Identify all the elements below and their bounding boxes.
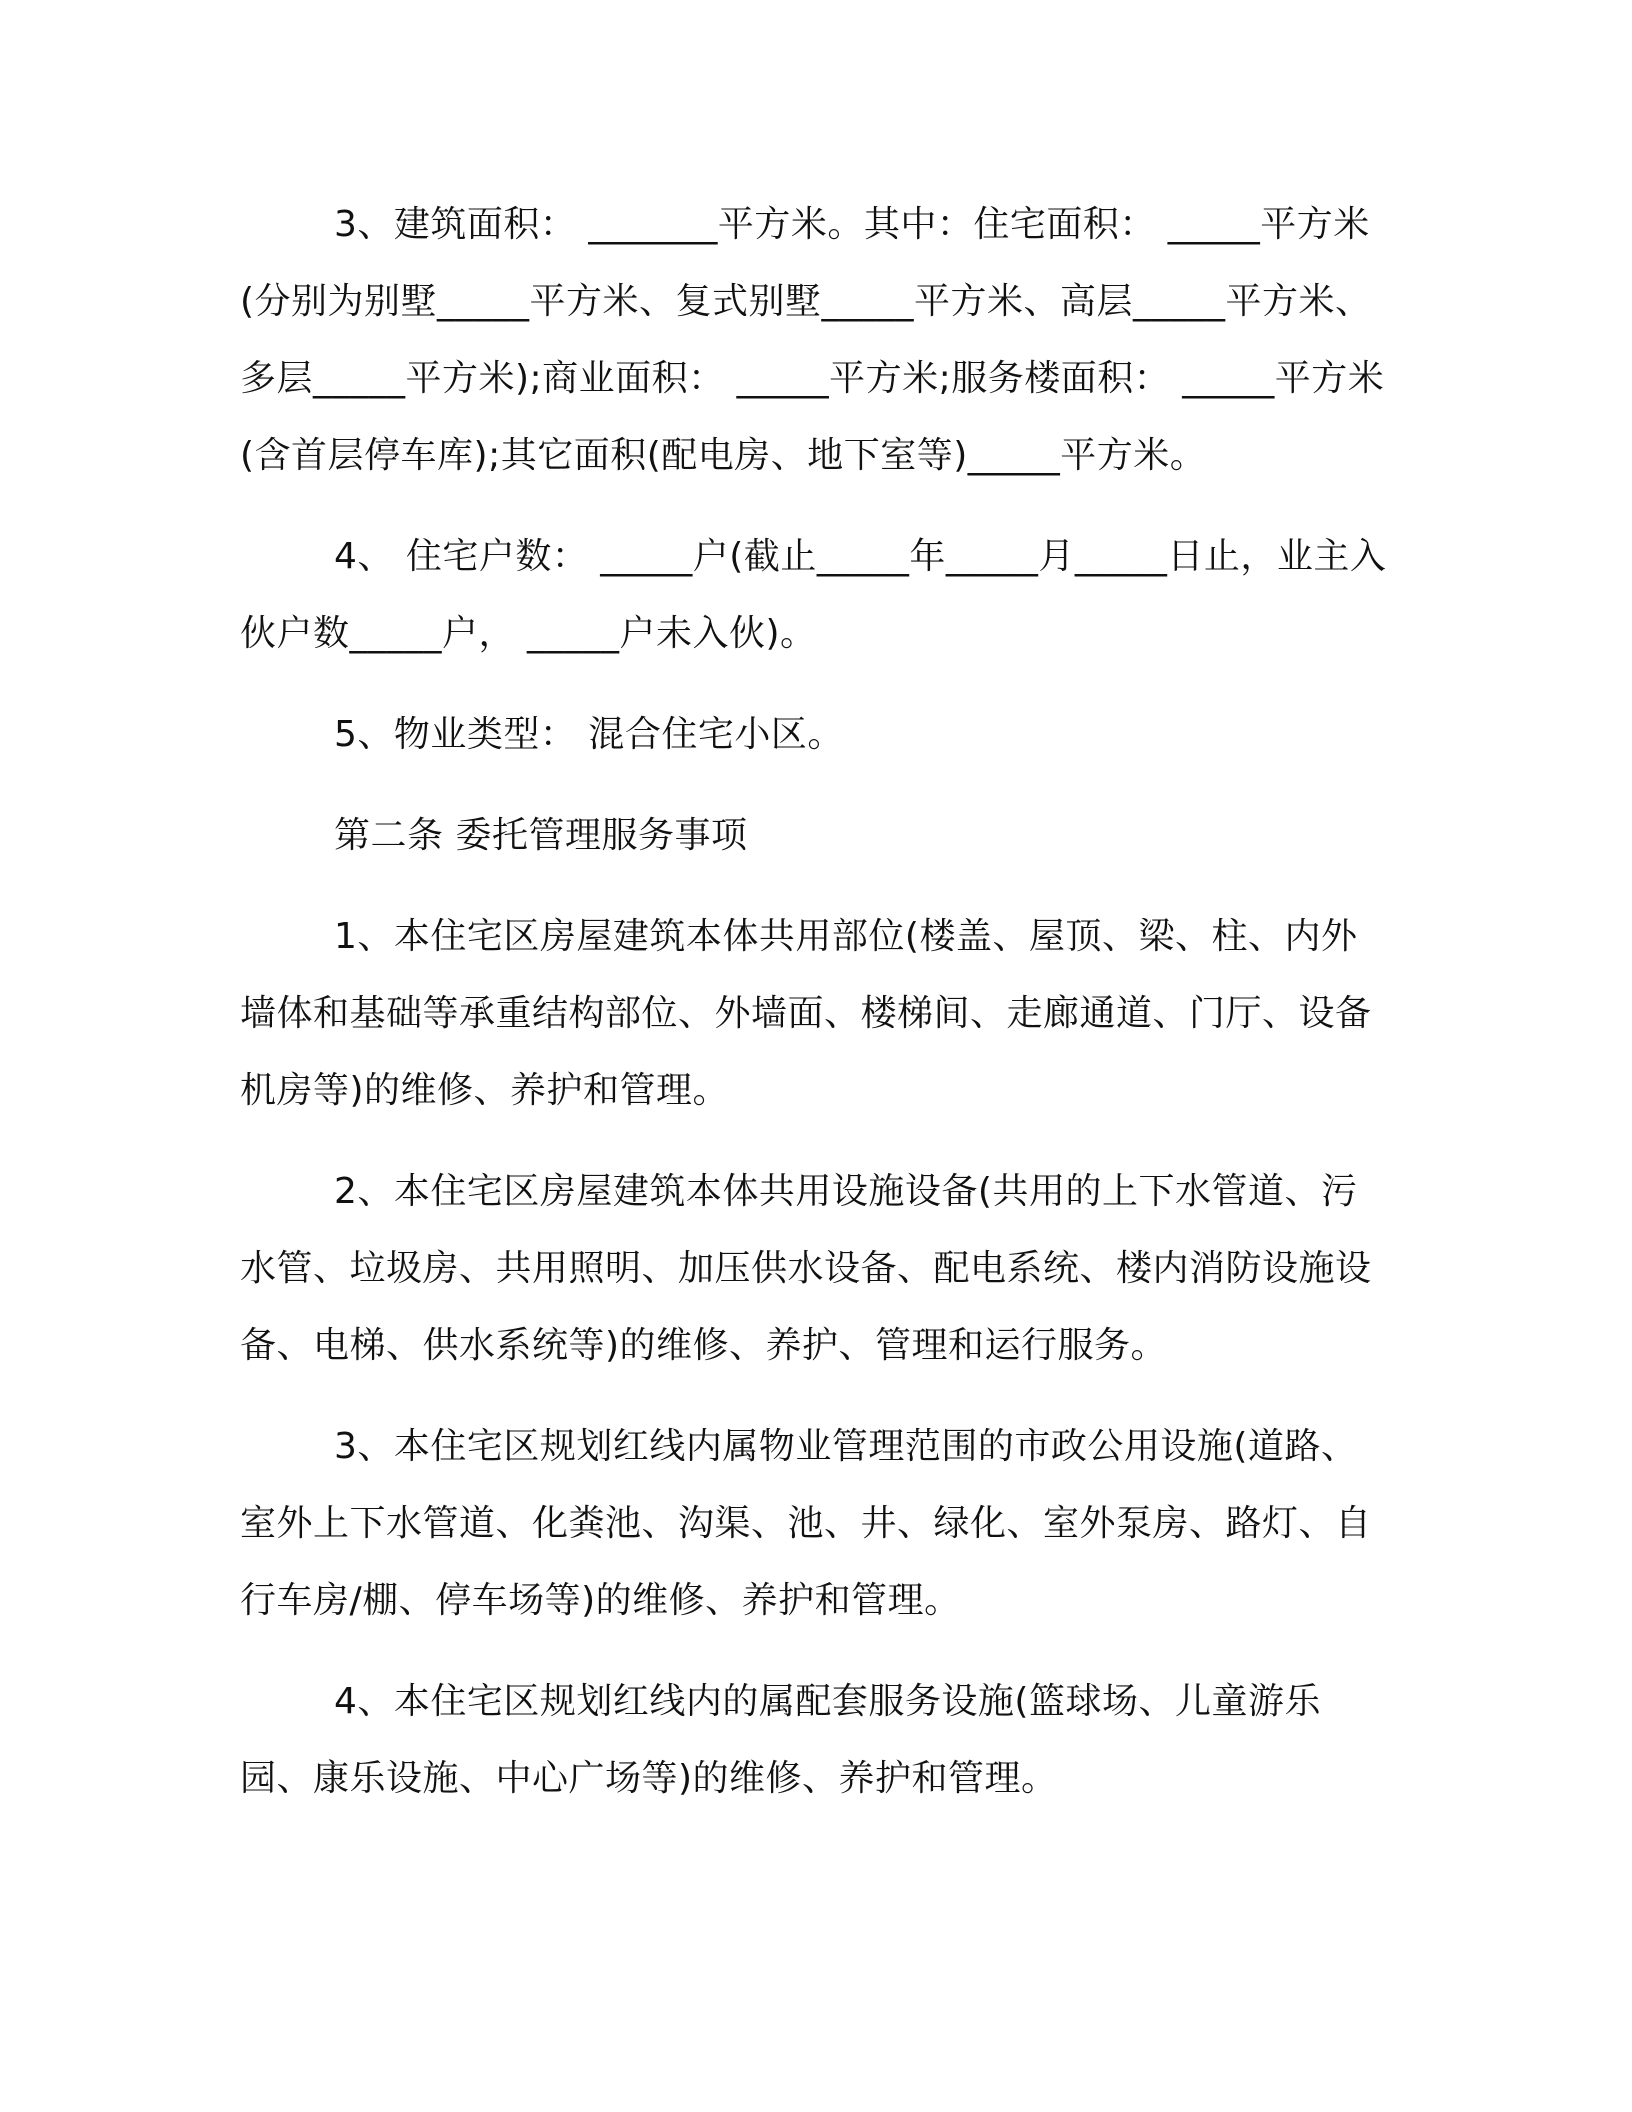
document-body [240, 186, 1390, 1841]
paragraph-item-2: 2、本住宅区房屋建筑本体共用设施设备(共用的上下水管道、污水管、垃圾房、共用照明、加压供水设备、配电系统、楼内消防设施设备、电梯、供水系统等)的维修、养护、管理和运行服务。 [240, 1171, 1372, 1366]
paragraph-item-3: 3、本住宅区规划红线内属物业管理范围的市政公用设施(道路、室外上下水管道、化粪池、沟渠、池、井、绿化、室外泵房、路灯、自行车房/棚、停车场等)的维修、养护和管理。 [240, 1426, 1372, 1621]
paragraph-item-4: 4、本住宅区规划红线内的属配套服务设施(篮球场、儿童游乐园、康乐设施、中心广场等)的维修、养护和管理。 [240, 1681, 1321, 1799]
section-heading-article-2: 第二条 委托管理服务事项 [334, 815, 748, 856]
paragraph-property-type: 5、物业类型： 混合住宅小区。 [334, 714, 844, 755]
paragraph-building-area: 3、建筑面积： _______平方米。其中：住宅面积： _____平方米(分别为别墅_____平方米、复式别墅_____平方米、高层_____平方米、多层_____平方米);商业面积： _____平方米;服务楼面积： _____平方米(含首层停车库);其它面积(配电房、地下室等)_____平方米。 [240, 204, 1385, 476]
paragraph-item-1: 1、本住宅区房屋建筑本体共用部位(楼盖、屋顶、梁、柱、内外墙体和基础等承重结构部位、外墙面、楼梯间、走廊通道、门厅、设备机房等)的维修、养护和管理。 [240, 916, 1372, 1111]
paragraph-household-count: 4、 住宅户数： _____户(截止_____年_____月_____日止，业主入伙户数_____户， _____户未入伙)。 [240, 536, 1387, 654]
